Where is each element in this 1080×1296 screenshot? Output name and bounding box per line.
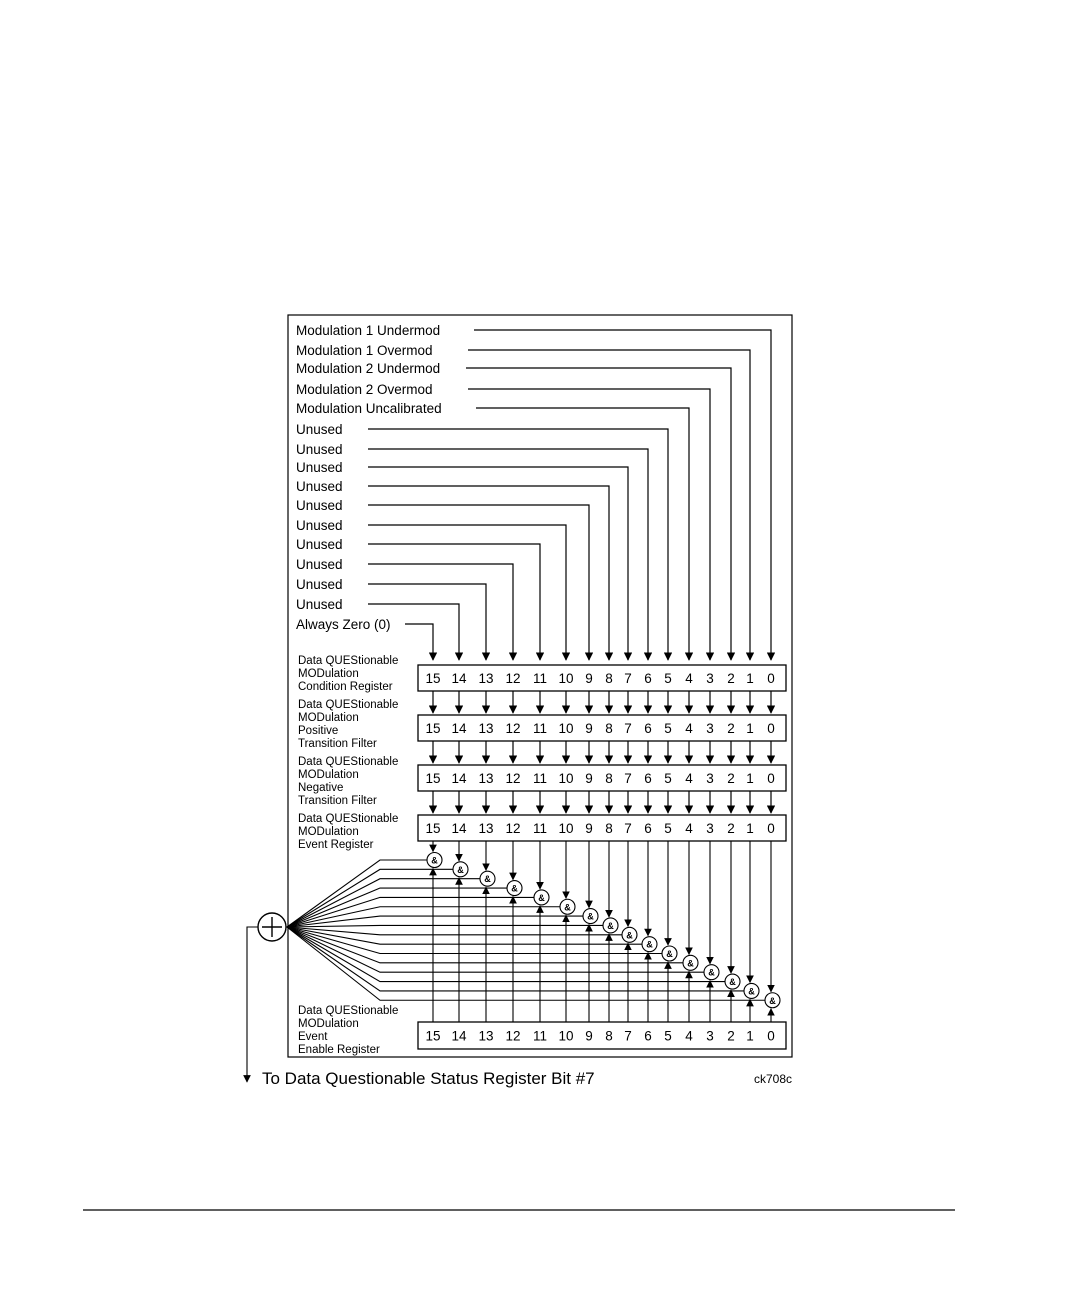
- bit-number: 4: [685, 771, 693, 786]
- register-label-line: Data QUEStionable: [298, 756, 399, 768]
- bit-label-13: Unused: [296, 577, 343, 592]
- bit-number: 11: [532, 721, 548, 736]
- bit-number: 9: [585, 771, 593, 786]
- bit-number: 4: [685, 1028, 693, 1044]
- input-line-bit-12: [368, 564, 513, 660]
- and-gate-12: [507, 881, 522, 896]
- and-gate-7: [622, 927, 637, 942]
- register-label-line: Event: [298, 1031, 328, 1043]
- input-line-bit-11: [368, 544, 540, 660]
- register-event: [298, 813, 786, 851]
- bit-number: 2: [727, 671, 735, 686]
- bit-number: 6: [644, 671, 652, 686]
- output-label: To Data Questionable Status Register Bit #7: [262, 1069, 595, 1088]
- bit-number: 8: [605, 671, 613, 686]
- bit-number: 15: [425, 821, 441, 836]
- input-line-bit-0: [474, 330, 771, 660]
- and-gate-6: [642, 937, 657, 952]
- and-gate-symbol: &: [564, 902, 571, 913]
- bit-label-8: Unused: [296, 479, 343, 494]
- bit-label-5: Unused: [296, 422, 343, 437]
- bit-number: 3: [706, 721, 714, 736]
- bit-number: 15: [425, 1028, 441, 1044]
- output-arrow: [247, 927, 258, 1082]
- bit-number: 12: [505, 771, 521, 786]
- register-label-line: Transition Filter: [298, 738, 377, 750]
- bit-number: 11: [532, 771, 548, 786]
- register-label-line: MODulation: [298, 826, 359, 838]
- register-label-line: Data QUEStionable: [298, 1005, 399, 1017]
- bit-number: 8: [605, 771, 613, 786]
- gate-output-line: [287, 927, 704, 972]
- register-label-line: MODulation: [298, 712, 359, 724]
- bit-number: 11: [532, 1028, 548, 1044]
- bit-number: 13: [478, 1028, 494, 1044]
- registers: [298, 655, 786, 1056]
- register-label-line: Positive: [298, 725, 339, 737]
- and-gate-symbol: &: [769, 995, 776, 1006]
- bit-number: 13: [478, 771, 494, 786]
- bit-number: 12: [505, 671, 521, 686]
- and-gate-symbol: &: [666, 949, 673, 959]
- bit-number: 2: [727, 771, 735, 786]
- bit-number: 6: [644, 1028, 652, 1044]
- bit-number: 7: [624, 671, 632, 686]
- gate-output-line: [287, 860, 427, 927]
- register-label-line: Negative: [298, 782, 344, 794]
- input-line-bit-15: [405, 624, 433, 660]
- bit-number: 9: [585, 1028, 593, 1044]
- bit-label-3: Modulation 2 Overmod: [296, 382, 433, 397]
- and-gate-3: [704, 965, 719, 980]
- and-gate-8: [603, 918, 618, 933]
- bit-number: 2: [727, 821, 735, 836]
- bit-number: 14: [451, 1028, 467, 1044]
- input-lines: [296, 323, 771, 660]
- and-gate-symbol: &: [538, 892, 545, 903]
- bit-number: 7: [624, 821, 632, 836]
- and-gate-10: [560, 899, 575, 914]
- bit-number: 7: [624, 1028, 632, 1044]
- bit-number: 14: [451, 721, 467, 736]
- bit-number: 13: [478, 721, 494, 736]
- register-label-line: MODulation: [298, 769, 359, 781]
- bit-number: 1: [746, 771, 754, 786]
- bit-number: 4: [685, 821, 693, 836]
- bit-number: 8: [605, 1028, 613, 1044]
- register-label-line: Transition Filter: [298, 795, 377, 807]
- bit-number: 6: [644, 721, 652, 736]
- input-line-bit-10: [368, 525, 566, 660]
- bit-number: 2: [727, 721, 735, 736]
- and-gate-symbol: &: [646, 939, 653, 950]
- bit-number: 1: [746, 1028, 754, 1044]
- bit-number: 14: [451, 771, 467, 786]
- register-negative: [298, 756, 786, 807]
- bit-number: 8: [605, 821, 613, 836]
- bit-number: 3: [706, 771, 714, 786]
- bit-number: 3: [706, 1028, 714, 1044]
- and-gate-11: [534, 890, 549, 905]
- bit-label-10: Unused: [296, 518, 343, 533]
- bit-label-1: Modulation 1 Overmod: [296, 343, 433, 358]
- bit-number: 2: [727, 1028, 735, 1044]
- bit-number: 1: [746, 671, 754, 686]
- bit-number: 15: [425, 721, 441, 736]
- and-gate-1: [744, 983, 759, 998]
- bit-number: 4: [685, 671, 693, 686]
- bit-number: 15: [425, 671, 441, 686]
- bit-number: 12: [505, 821, 521, 836]
- and-gate-symbol: &: [457, 864, 464, 875]
- register-label-line: Condition Register: [298, 681, 393, 693]
- bit-number: 0: [767, 671, 775, 686]
- and-gate-symbol: &: [729, 977, 736, 988]
- and-gate-15: [427, 853, 442, 868]
- bit-number: 10: [558, 671, 574, 686]
- bit-number: 15: [425, 771, 441, 786]
- bit-label-11: Unused: [296, 537, 343, 552]
- register-label-line: MODulation: [298, 1018, 359, 1030]
- bit-label-15: Always Zero (0): [296, 617, 391, 632]
- register-label-line: Data QUEStionable: [298, 813, 399, 825]
- bit-number: 12: [505, 721, 521, 736]
- and-gate-symbol: &: [511, 883, 518, 894]
- bit-number: 0: [767, 1028, 775, 1044]
- register-label-line: Event Register: [298, 839, 374, 851]
- bit-number: 10: [558, 821, 574, 836]
- and-gate-symbol: &: [626, 930, 633, 941]
- input-line-bit-9: [368, 505, 589, 660]
- and-gate-symbol: &: [708, 967, 715, 978]
- gate-output-line: [287, 869, 453, 927]
- bit-number: 8: [605, 721, 613, 736]
- bit-number: 6: [644, 821, 652, 836]
- and-gate-5: [662, 946, 677, 961]
- bit-number: 11: [532, 821, 548, 836]
- bit-number: 5: [664, 821, 672, 836]
- bit-label-14: Unused: [296, 597, 343, 612]
- register-label-line: Data QUEStionable: [298, 699, 399, 711]
- and-gate-14: [453, 862, 468, 877]
- bit-number: 4: [685, 721, 693, 736]
- bit-number: 14: [451, 821, 467, 836]
- bit-number: 13: [478, 821, 494, 836]
- bit-number: 7: [624, 721, 632, 736]
- input-line-bit-6: [368, 449, 648, 660]
- gate-output-line: [287, 925, 603, 927]
- and-gate-symbol: &: [607, 920, 614, 931]
- bit-number: 0: [767, 821, 775, 836]
- bit-number: 10: [558, 771, 574, 786]
- and-gate-symbol: &: [587, 911, 594, 922]
- bit-number: 0: [767, 721, 775, 736]
- input-line-bit-14: [368, 604, 459, 660]
- input-line-bit-8: [368, 486, 609, 660]
- bit-label-2: Modulation 2 Undermod: [296, 361, 441, 376]
- bit-number: 9: [585, 821, 593, 836]
- input-line-bit-4: [476, 408, 689, 660]
- register-label-line: MODulation: [298, 668, 359, 680]
- bit-number: 5: [664, 771, 672, 786]
- and-gate-0: [765, 993, 780, 1008]
- bit-number: 1: [746, 821, 754, 836]
- bit-label-7: Unused: [296, 460, 343, 475]
- and-gates: [287, 841, 780, 1022]
- bit-number: 9: [585, 721, 593, 736]
- bit-number: 10: [558, 721, 574, 736]
- bit-number: 5: [664, 1028, 672, 1044]
- bit-number: 10: [558, 1028, 574, 1044]
- and-gate-symbol: &: [484, 874, 491, 885]
- bit-number: 6: [644, 771, 652, 786]
- bit-label-12: Unused: [296, 557, 343, 572]
- and-gate-2: [725, 974, 740, 989]
- register-condition: [298, 655, 786, 693]
- bit-label-6: Unused: [296, 442, 343, 457]
- bit-number: 9: [585, 671, 593, 686]
- gate-output-line: [287, 888, 507, 927]
- bit-number: 5: [664, 721, 672, 736]
- and-gate-symbol: &: [687, 958, 694, 969]
- gate-output-line: [287, 927, 622, 935]
- bit-number: 0: [767, 771, 775, 786]
- and-gate-4: [683, 955, 698, 970]
- bit-number: 3: [706, 671, 714, 686]
- bit-number: 5: [664, 671, 672, 686]
- input-line-bit-2: [466, 368, 731, 660]
- bit-label-9: Unused: [296, 498, 343, 513]
- register-label-line: Data QUEStionable: [298, 655, 399, 667]
- figure-id: ck708c: [753, 1072, 792, 1086]
- bit-label-4: Modulation Uncalibrated: [296, 401, 442, 416]
- and-gate-symbol: &: [748, 986, 755, 997]
- register-label-line: Enable Register: [298, 1044, 380, 1056]
- and-gate-13: [480, 871, 495, 886]
- and-gate-symbol: &: [431, 855, 438, 866]
- bit-number: 14: [451, 671, 467, 686]
- and-gate-9: [583, 909, 598, 924]
- bit-label-0: Modulation 1 Undermod: [296, 323, 441, 338]
- bit-number: 11: [532, 671, 548, 686]
- bit-number: 13: [478, 671, 494, 686]
- register-positive: [298, 699, 786, 750]
- bit-number: 7: [624, 771, 632, 786]
- bit-number: 1: [746, 721, 754, 736]
- summation-circle: [258, 913, 286, 941]
- gate-output-line: [287, 879, 480, 927]
- bit-number: 12: [505, 1028, 521, 1044]
- bit-number: 3: [706, 821, 714, 836]
- register-flow-arrows: [433, 691, 771, 813]
- register-enable: [298, 1005, 786, 1056]
